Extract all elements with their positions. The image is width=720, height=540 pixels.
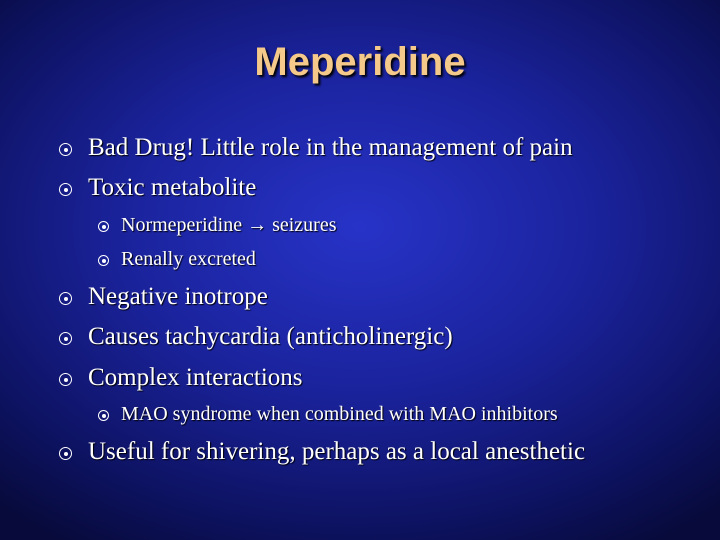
bullet-text: Toxic metabolite — [88, 174, 257, 201]
bullet-item — [88, 172, 256, 204]
bullet-icon — [59, 373, 72, 386]
sub-bullet-item — [121, 401, 558, 427]
bullet-item — [88, 362, 303, 394]
sub-bullet-item — [121, 246, 256, 272]
bullet-icon — [98, 410, 109, 421]
bullet-item — [88, 281, 268, 313]
bullet-text: Bad Drug! Little role in the management of pain — [88, 134, 573, 161]
bullet-text: MAO syndrome when combined with MAO inhibitors — [121, 403, 558, 425]
bullet-text: Negative inotrope — [88, 283, 268, 310]
bullet-icon — [59, 143, 72, 156]
bullet-icon — [59, 447, 72, 460]
bullet-item — [88, 436, 585, 468]
bullet-icon — [59, 332, 72, 345]
bullet-item — [88, 132, 573, 164]
bullet-text: Useful for shivering, perhaps as a local anesthetic — [88, 438, 586, 465]
bullet-text: Complex interactions — [88, 364, 303, 391]
bullet-item — [88, 321, 453, 353]
bullet-icon — [59, 292, 72, 305]
bullet-text: Causes tachycardia (anticholinergic) — [88, 323, 453, 350]
bullet-icon — [98, 221, 109, 232]
bullet-icon — [98, 255, 109, 266]
bullet-icon — [59, 183, 72, 196]
sub-bullet-item — [121, 212, 336, 238]
slide-title: Meperidine — [254, 40, 466, 84]
bullet-text: Renally excreted — [121, 248, 256, 270]
bullet-text: Normeperidine → seizures — [121, 214, 337, 236]
